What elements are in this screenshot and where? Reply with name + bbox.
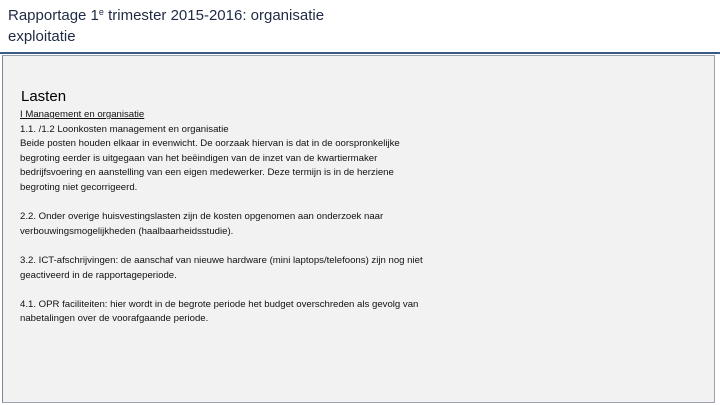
paragraph-3 [20,254,500,283]
paragraph-line: begroting niet gecorrigeerd. [20,181,138,193]
paragraph-line: geactiveerd in de rapportageperiode. [20,269,177,281]
paragraph-line: 4.1. OPR faciliteiten: hier wordt in de begrote periode het budget overschreden als gevolg van [20,298,419,310]
slide-title [8,5,568,47]
paragraph-1 [20,123,500,196]
paragraph-line: nabetalingen over de voorafgaande periode. [20,313,209,325]
paragraph-line: bedrijfsvoering en aanstelling van een eigen medewerker. Deze termijn is in de herziene [20,167,394,179]
paragraph-line: 2.2. Onder overige huisvestingslasten zijn de kosten opgenomen aan onderzoek naar [20,211,384,223]
paragraph-line: Beide posten houden elkaar in evenwicht. De oorzaak hiervan is dat in de oorspronkelijke [20,138,400,150]
slide-title-prefix: Rapportage 1 [8,7,99,24]
paragraph-4 [20,298,500,327]
body-text [20,108,500,342]
slide-title-line2: exploitatie [8,28,76,45]
paragraph-line: verbouwingsmogelijkheden (haalbaarheidsstudie). [20,225,234,237]
paragraph-line: 3.2. ICT-afschrijvingen: de aanschaf van nieuwe hardware (mini laptops/telefoons) zijn nog niet [20,254,423,266]
slide-title-rest: trimester 2015-2016: organisatie [103,7,325,24]
paragraph-line: 1.1. /1.2 Loonkosten management en organisatie [20,123,229,135]
subheading: I Management en organisatie [20,109,145,120]
title-divider [0,52,720,54]
paragraph-line: begroting eerder is uitgegaan van het beëindigen van de inzet van de kwartiermaker [20,152,378,164]
slide-title-superscript: e [98,7,104,17]
paragraph-2 [20,210,500,239]
section-heading: Lasten [21,88,67,105]
